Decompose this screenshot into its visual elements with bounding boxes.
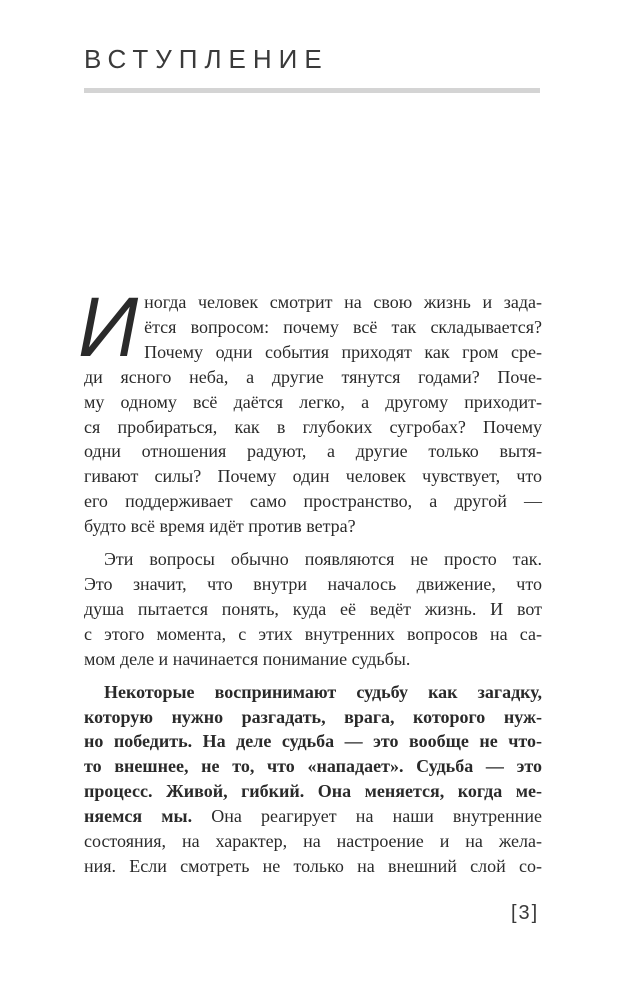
bold-text-line: которую нужно разгадать, врага, которого нуж- xyxy=(84,706,542,727)
bold-text-line: то внешнее, не то, что «нападает». Судьба — это xyxy=(84,756,542,777)
second-paragraph xyxy=(84,547,542,672)
text-line: ди ясного неба, а другие тянутся годами? Поче- xyxy=(84,366,542,387)
text-line: состояния, на характер, на настроение и на жела- xyxy=(84,831,542,852)
body-text xyxy=(78,280,542,879)
text-line: его поддерживает само пространство, а другой — xyxy=(84,491,542,512)
drop-cap: И xyxy=(78,280,139,374)
text-line: Это значит, что внутри началось движение, что xyxy=(84,573,542,594)
text-line: будто всё время идёт против ветра? xyxy=(84,516,356,537)
text-line: ётся вопросом: почему всё так складывается? xyxy=(144,316,542,337)
text-line: ся пробираться, как в глубоких сугробах? Почему xyxy=(84,416,542,437)
third-paragraph xyxy=(84,680,542,879)
title-underline xyxy=(84,88,540,93)
page-number: [3] xyxy=(511,902,540,924)
text-line: ногда человек смотрит на свою жизнь и зада- xyxy=(144,292,542,312)
regular-fragment: Она реагирует на наши внутренние xyxy=(192,806,542,827)
mixed-text-line xyxy=(84,804,542,829)
bold-text-line: Некоторые воспринимают судьбу как загадку, xyxy=(104,681,542,702)
bold-text-line: но победить. На деле судьба — это вообще не что- xyxy=(84,731,542,752)
text-line: гивают силы? Почему один человек чувствует, что xyxy=(84,466,542,487)
text-line: одни отношения радуют, а другие только вытя- xyxy=(84,441,542,462)
bold-text-line: процесс. Живой, гибкий. Она меняется, когда ме- xyxy=(84,781,542,802)
text-line: с этого момента, с этих внутренних вопросов на са- xyxy=(84,623,542,644)
text-line: ния. Если смотреть не только на внешний слой со- xyxy=(84,855,542,876)
bold-fragment: няемся мы. xyxy=(84,806,193,827)
text-line: мом деле и начинается понимание судьбы. xyxy=(84,648,411,669)
text-line: душа пытается понять, куда её ведёт жизнь. И вот xyxy=(84,598,542,619)
text-line: му одному всё даётся легко, а другому приходит- xyxy=(84,391,542,412)
intro-paragraph xyxy=(78,280,542,539)
text-line: Почему одни события приходят как гром сре- xyxy=(144,341,542,362)
chapter-title: ВСТУПЛЕНИЕ xyxy=(84,44,329,74)
text-line: Эти вопросы обычно появляются не просто так. xyxy=(104,549,542,570)
